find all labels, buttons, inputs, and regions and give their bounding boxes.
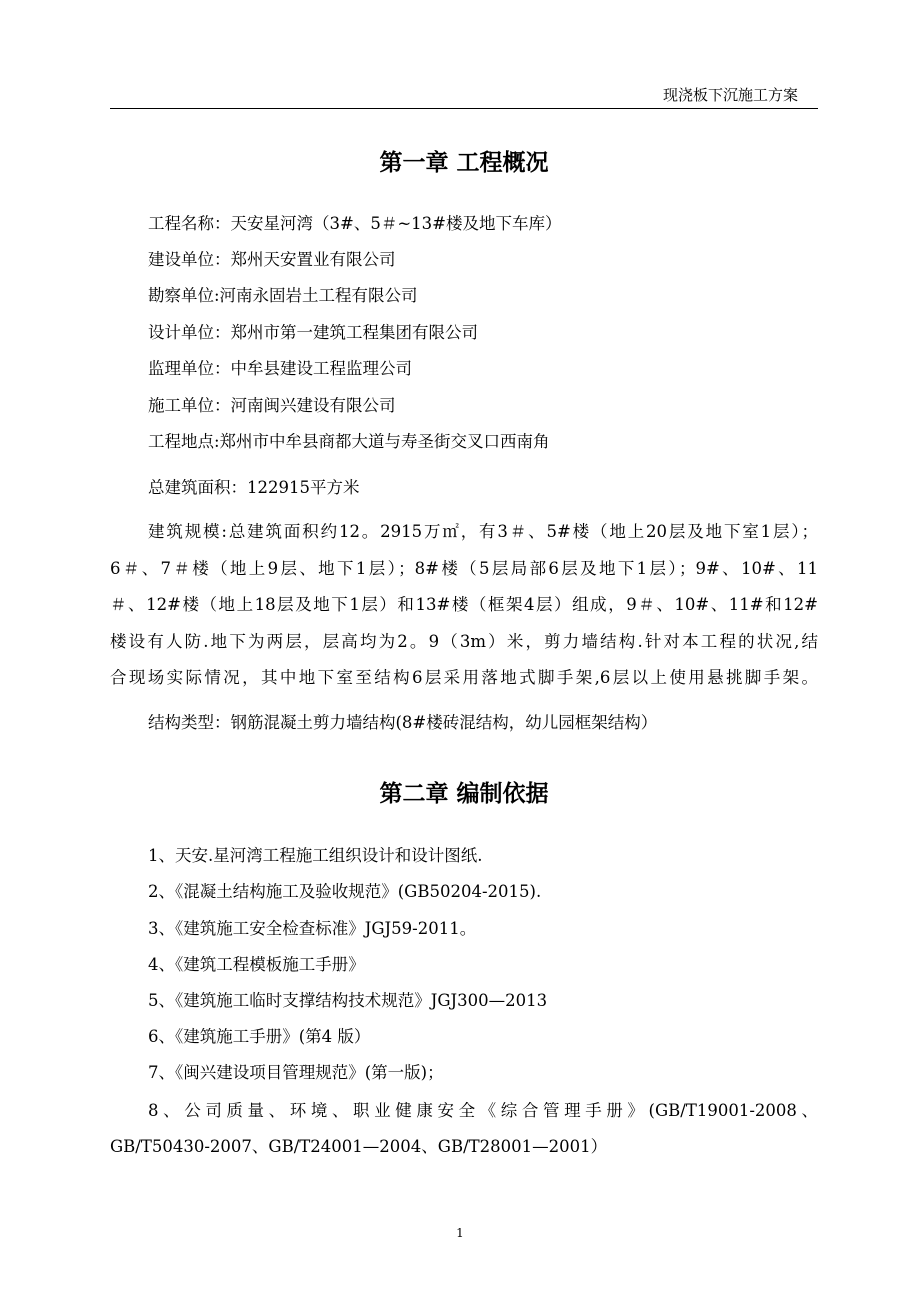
contractor-unit: 施工单位：河南闽兴建设有限公司 [148,396,396,415]
owner-unit: 建设单位：郑州天安置业有限公司 [148,250,396,269]
header-rule [110,108,818,109]
basis-item-2: 2、《混凝土结构施工及验收规范》(GB50204-2015). [148,882,542,901]
page-number: 1 [456,1226,464,1240]
scale-line-2: 6＃、7＃楼（地上9层、地下1层）；8#楼（5层局部6层及地下1层）；9#、10#、11 [110,559,818,578]
supervision-unit: 监理单位：中牟县建设工程监理公司 [148,359,412,378]
basis-item-8-line-2: GB/T50430-2007、GB/T24001—2004、GB/T28001—2001） [110,1137,608,1156]
chapter-2-title: 第二章 编制依据 [379,780,549,807]
basis-item-5: 5、《建筑施工临时支撑结构技术规范》JGJ300—2013 [148,991,548,1010]
survey-unit: 勘察单位:河南永固岩土工程有限公司 [148,286,418,305]
scale-line-3: ＃、12#楼（地上18层及地下1层）和13#楼（框架4层）组成，9＃、10#、11#和12# [110,595,818,614]
basis-item-1: 1、天安.星河湾工程施工组织设计和设计图纸. [148,846,483,865]
scale-line-4: 楼设有人防.地下为两层，层高均为2。9（3m）米，剪力墙结构.针对本工程的状况,结 [110,632,818,651]
basis-item-4: 4、《建筑工程模板施工手册》 [148,955,365,974]
running-header: 现浇板下沉施工方案 [662,86,798,104]
basis-item-6: 6、《建筑施工手册》(第4 版） [148,1027,371,1046]
scale-line-5: 合现场实际情况，其中地下室至结构6层采用落地式脚手架,6层以上使用悬挑脚手架。 [110,668,818,687]
basis-item-7: 7、《闽兴建设项目管理规范》(第一版)； [148,1063,444,1082]
scale-line-1: 建筑规模:总建筑面积约12。2915万㎡，有3＃、5#楼（地上20层及地下室1层）； [148,522,818,541]
basis-item-8-line-1: 8、公司质量、环境、职业健康安全《综合管理手册》(GB/T19001-2008、 [148,1101,818,1120]
project-name: 工程名称：天安星河湾（3#、5＃~13#楼及地下车库） [148,214,562,233]
chapter-1-title: 第一章 工程概况 [379,149,549,176]
project-location: 工程地点:郑州市中牟县商都大道与寿圣街交叉口西南角 [148,432,550,451]
design-unit: 设计单位：郑州市第一建筑工程集团有限公司 [148,323,478,342]
total-floor-area: 总建筑面积：122915平方米 [148,478,360,497]
structure-type: 结构类型：钢筋混凝土剪力墙结构(8#楼砖混结构，幼儿园框架结构） [148,713,658,732]
basis-item-3: 3、《建筑施工安全检查标准》JGJ59-2011。 [148,919,477,938]
